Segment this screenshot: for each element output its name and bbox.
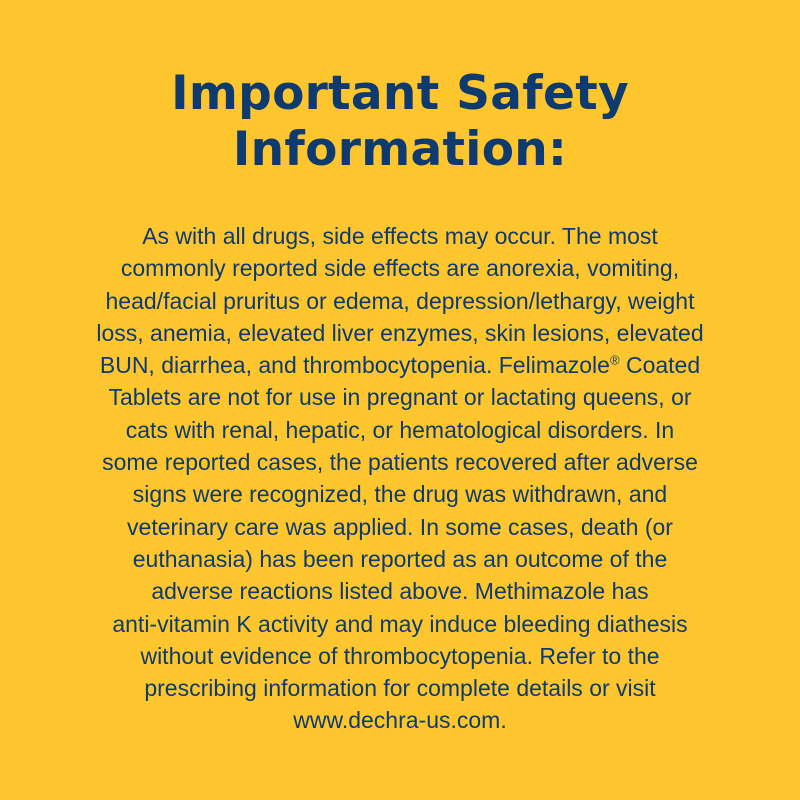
title-line: Information: [232, 122, 568, 177]
body-line: signs were recognized, the drug was withdrawn, and [132, 481, 668, 508]
page-title [0, 66, 800, 178]
body-line: cats with renal, hepatic, or hematological disorders. In [125, 416, 675, 443]
body-line: head/facial pruritus or edema, depression/lethargy, weight [105, 287, 695, 314]
website-line: www.dechra-us.com. [293, 707, 507, 734]
body-line: adverse reactions listed above. Methimazole has [151, 578, 649, 605]
registered-mark: ® [609, 352, 620, 368]
body-line: As with all drugs, side effects may occur. The most [142, 223, 658, 249]
body-text-segment: Coated [619, 352, 701, 379]
body-line: Tablets are not for use in pregnant or lactating queens, or [108, 384, 692, 411]
body-line: loss, anemia, elevated liver enzymes, skin lesions, elevated [96, 319, 704, 346]
body-line: without evidence of thrombocytopenia. Refer to the [140, 642, 660, 669]
body-line [40, 349, 760, 381]
body-text-segment: BUN, diarrhea, and thrombocytopenia. Felimazole [99, 352, 610, 379]
body-line: commonly reported side effects are anorexia, vomiting, [120, 255, 680, 282]
body-line: anti-vitamin K activity and may induce bleeding diathesis [112, 610, 688, 637]
body-line: some reported cases, the patients recovered after adverse [102, 449, 698, 476]
body-line: veterinary care was applied. In some cases, death (or [127, 513, 673, 540]
body-line: prescribing information for complete details or visit [144, 675, 656, 702]
title-line: Important Safety [171, 66, 629, 121]
safety-body-text [40, 220, 760, 737]
body-line: euthanasia) has been reported as an outcome of the [132, 545, 668, 572]
